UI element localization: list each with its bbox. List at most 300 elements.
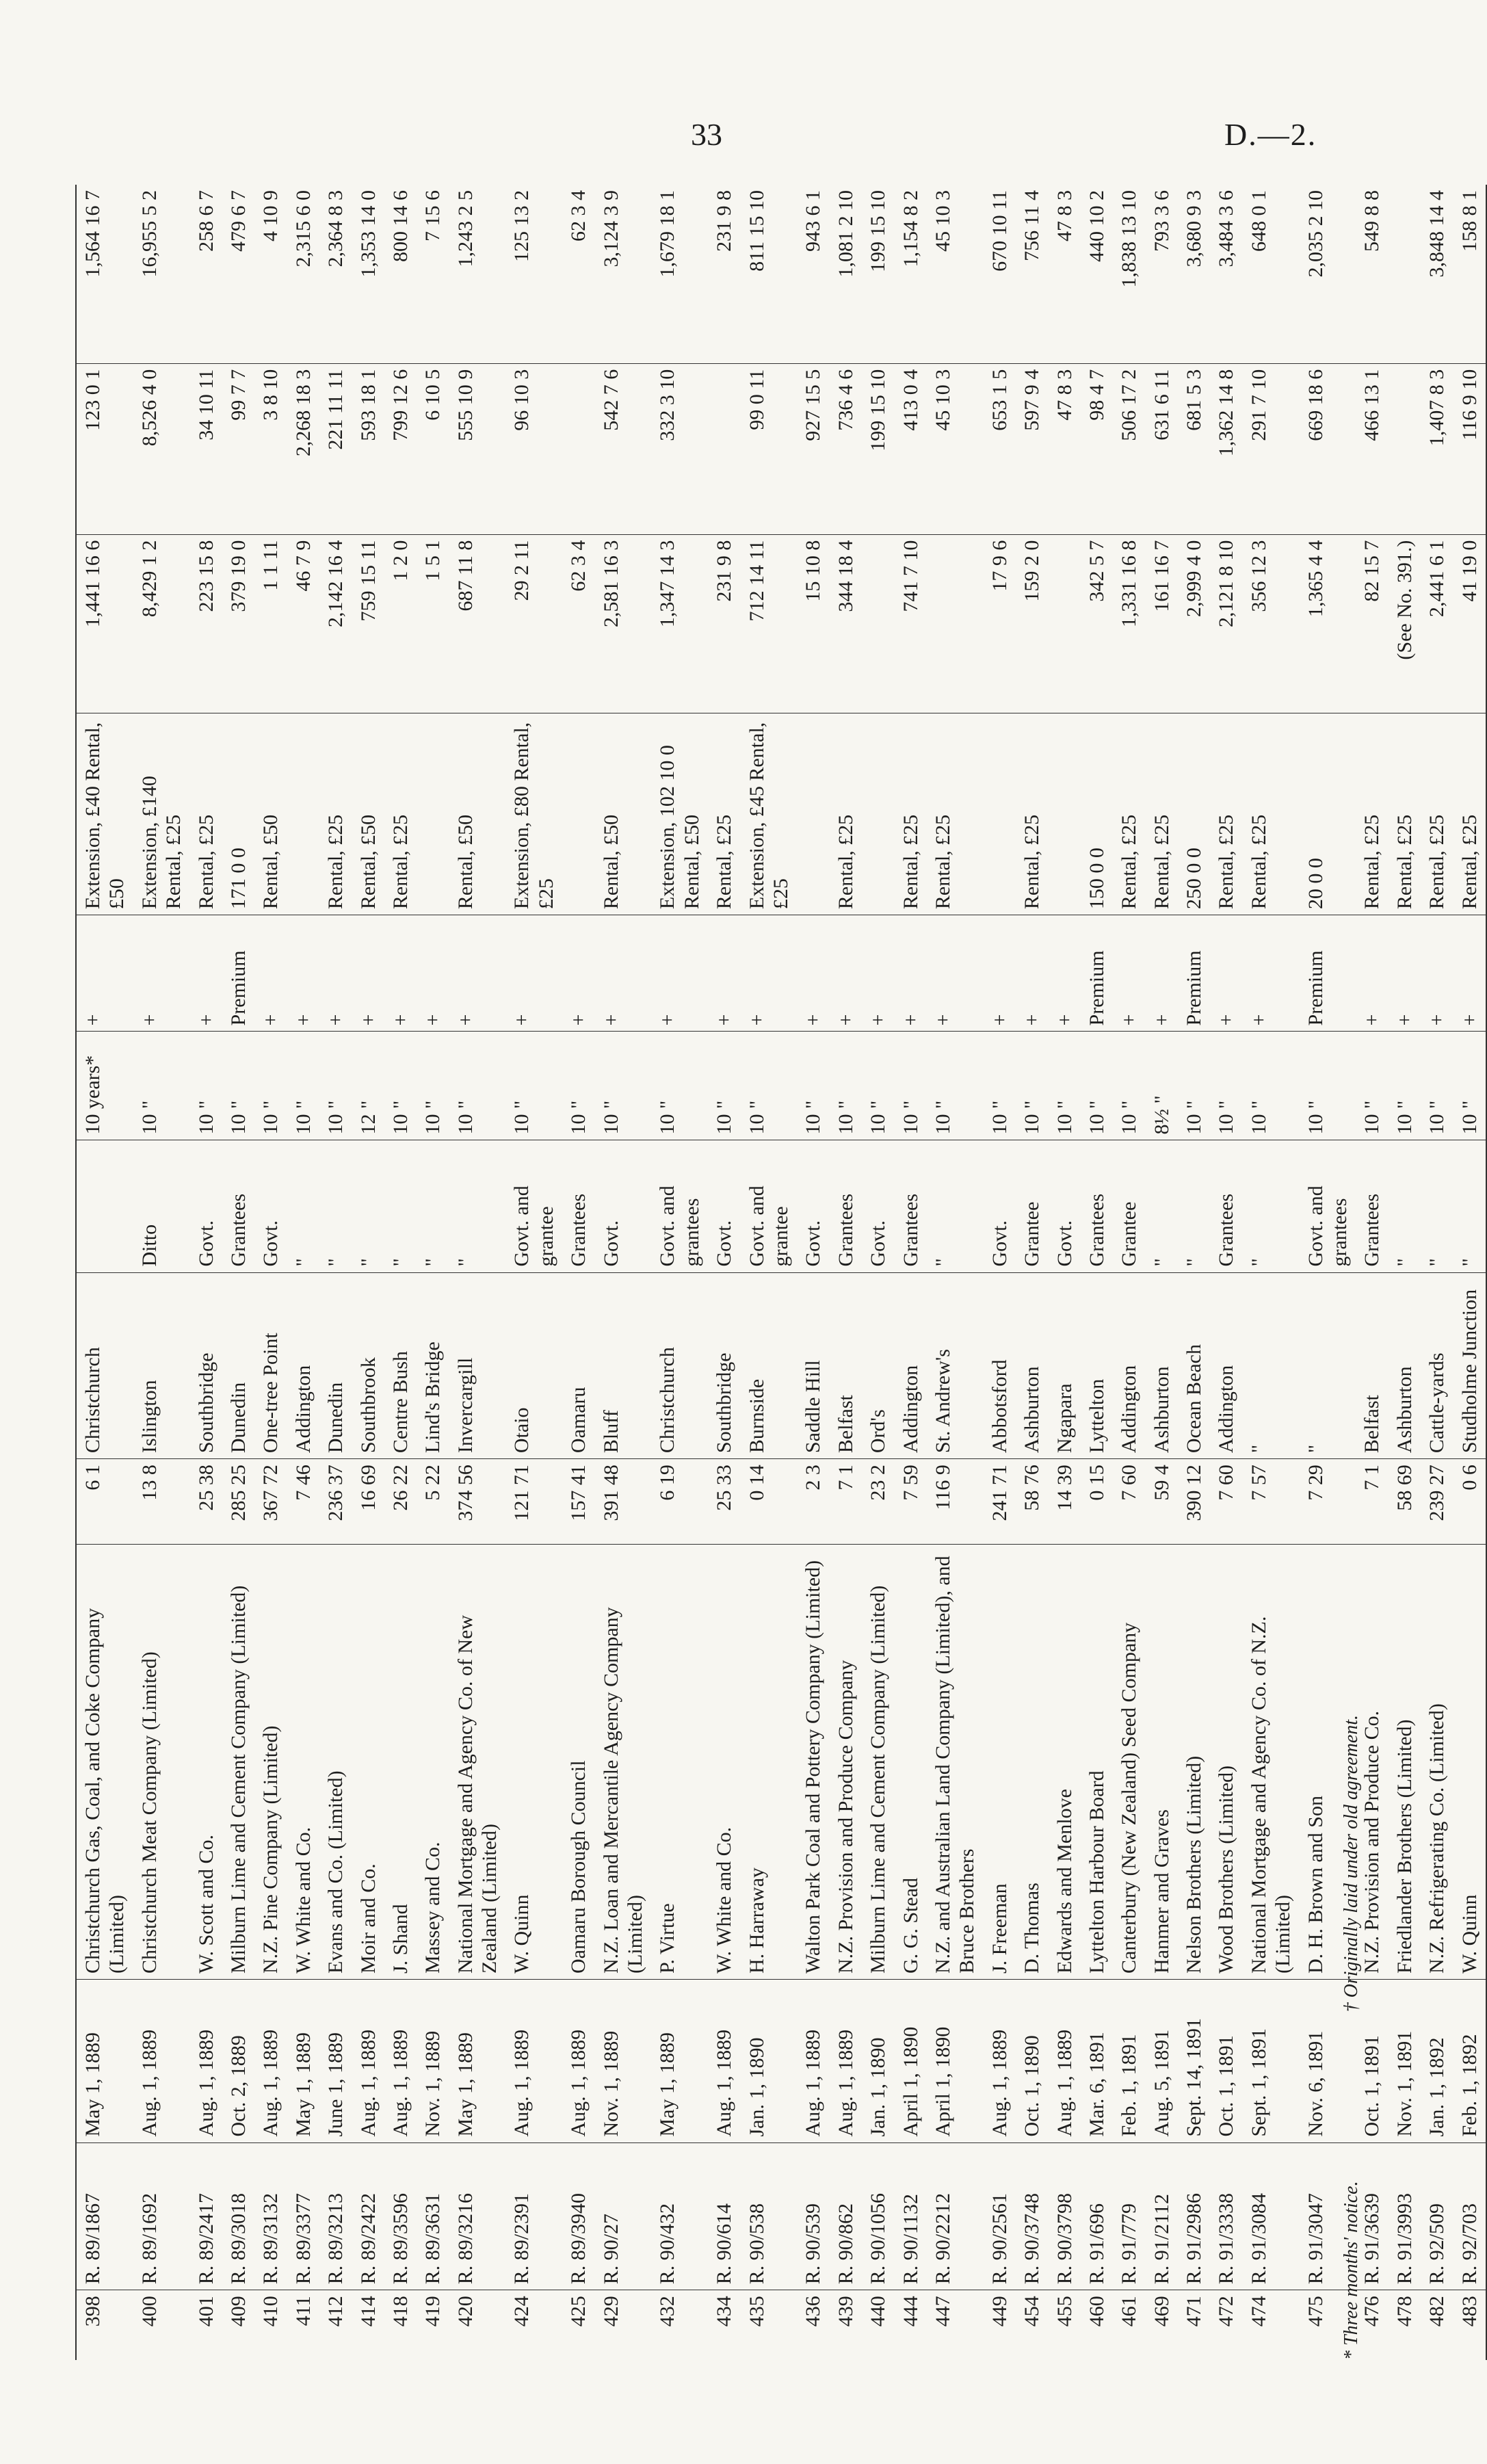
table-cell — [862, 713, 894, 915]
table-cell: + — [562, 915, 594, 1032]
table-cell: 478 — [1393, 2296, 1416, 2327]
table-cell: 285 25 — [222, 1459, 254, 1545]
table-cell: 356 12 3 — [1243, 534, 1300, 713]
table-cell: 199 15 10 — [862, 363, 894, 534]
table-cell: 418 — [389, 2296, 412, 2327]
table-row — [1453, 185, 1486, 2360]
table-cell: 454 — [1021, 2296, 1044, 2327]
table-row — [1389, 185, 1421, 2360]
table-row — [1049, 185, 1081, 2360]
table-cell: 99 7 7 — [222, 363, 254, 534]
table-cell: 159 2 0 — [1016, 534, 1048, 713]
table-cell: 2 3 — [797, 1459, 829, 1545]
table-cell: Aug. 1, 1889 — [190, 1980, 222, 2143]
table-cell: Ashburton — [1016, 1272, 1048, 1459]
table-cell: R. 90/1132 — [895, 2142, 927, 2290]
table-cell: + — [449, 915, 506, 1032]
table-cell: 927 15 5 — [797, 363, 829, 534]
table-cell: 681 5 3 — [1178, 363, 1210, 534]
table-cell: R. 91/2112 — [1146, 2142, 1178, 2290]
table-cell: 47 8 3 — [1049, 363, 1081, 534]
table-row — [449, 185, 506, 2360]
table-cell: 7 15 6 — [417, 185, 449, 363]
table-cell: 759 15 11 — [352, 534, 384, 713]
table-cell: Abbotsford — [984, 1272, 1016, 1459]
table-cell: Rental, £25 — [1421, 713, 1453, 915]
table-cell: Dunedin — [222, 1272, 254, 1459]
table-cell: + — [1453, 915, 1486, 1032]
table-cell: + — [1049, 915, 1081, 1032]
table-cell: 669 18 6 — [1300, 363, 1356, 534]
table-cell: 401 — [194, 2296, 218, 2327]
table-cell: N.Z. Loan and Mercantile Agency Company (Limited) — [595, 1545, 652, 1980]
table-cell: Extension, £80 Rental, £25 — [505, 713, 562, 915]
table-cell: 10 " — [133, 1032, 190, 1140]
table-cell: Dunedin — [319, 1272, 352, 1459]
table-row — [352, 185, 384, 2360]
table-cell: Christchurch — [76, 1272, 133, 1459]
table-cell: R. 89/3216 — [449, 2142, 506, 2290]
table-cell: 239 27 — [1421, 1459, 1453, 1545]
table-cell: Evans and Co. (Limited) — [319, 1545, 352, 1980]
table-cell: " — [927, 1140, 984, 1272]
table-cell: 10 " — [1178, 1032, 1210, 1140]
table-cell: Ashburton — [1146, 1272, 1178, 1459]
table-cell: 10 " — [1300, 1032, 1356, 1140]
table-cell: Oct. 2, 1889 — [222, 1980, 254, 2143]
table-cell: Grantees — [1356, 1140, 1388, 1272]
table-cell: 258 6 7 — [190, 185, 222, 363]
table-cell: May 1, 1889 — [449, 1980, 506, 2143]
table-cell: 221 11 11 — [319, 363, 352, 534]
table-cell: + — [708, 915, 740, 1032]
table-cell: 476 — [1360, 2296, 1384, 2327]
table-cell: 460 — [1085, 2296, 1108, 2327]
table-cell: 10 years* — [76, 1032, 133, 1140]
table-cell: 653 1 5 — [984, 363, 1016, 534]
table-cell: Islington — [133, 1272, 190, 1459]
table-cell: " — [352, 1140, 384, 1272]
table-row — [562, 185, 594, 2360]
table-cell: 7 1 — [1356, 1459, 1388, 1545]
table-cell: N.Z. and Australian Land Company (Limited), and Bruce Brothers — [927, 1545, 984, 1980]
table-cell: 344 18 4 — [830, 534, 862, 713]
table-cell: Govt. — [862, 1140, 894, 1272]
table-cell: (See No. 391.) — [1389, 534, 1421, 713]
table-cell: 10 " — [190, 1032, 222, 1140]
table-cell: 741 7 10 — [895, 534, 927, 713]
table-cell: 424 — [510, 2296, 534, 2327]
footnote-dagger: † Originally laid under old agreement. — [1341, 1714, 1362, 2013]
table-cell: + — [1356, 915, 1388, 1032]
table-cell: 10 " — [319, 1032, 352, 1140]
table-cell: 1,679 18 1 — [651, 185, 708, 363]
table-cell: 429 — [599, 2296, 622, 2327]
table-cell: 291 7 10 — [1243, 363, 1300, 534]
table-cell: R. 90/27 — [595, 2142, 652, 2290]
table-cell: " — [1243, 1272, 1300, 1459]
table-cell: 670 10 11 — [984, 185, 1016, 363]
table-cell: 3 8 10 — [254, 363, 287, 534]
table-cell — [562, 713, 594, 915]
table-cell: 3,484 3 6 — [1210, 185, 1242, 363]
table-cell: 13 8 — [133, 1459, 190, 1545]
table-cell: Edwards and Menlove — [1049, 1545, 1081, 1980]
table-cell: + — [1113, 915, 1145, 1032]
table-cell: H. Harraway — [741, 1545, 798, 1980]
table-cell: 466 13 1 — [1356, 363, 1388, 534]
table-cell: J. Shand — [384, 1545, 417, 1980]
table-cell: 1,564 16 7 — [76, 185, 133, 363]
table-cell: Friedlander Brothers (Limited) — [1389, 1545, 1421, 1980]
table-cell: Grantees — [1081, 1140, 1113, 1272]
table-cell: 4 10 9 — [254, 185, 287, 363]
table-cell: 10 " — [708, 1032, 740, 1140]
table-cell: Milburn Lime and Cement Company (Limited) — [222, 1545, 254, 1980]
table-cell: 59 4 — [1146, 1459, 1178, 1545]
table-cell: Extension, 102 10 0 Rental, £50 — [651, 713, 708, 915]
table-cell: R. 91/696 — [1081, 2142, 1113, 2290]
table-cell: Rental, £25 — [1356, 713, 1388, 915]
table-cell: 1,441 16 6 — [76, 534, 133, 713]
table-cell: " — [1389, 1140, 1421, 1272]
table-cell: 712 14 11 — [741, 534, 798, 713]
table-cell: + — [927, 915, 984, 1032]
table-cell: 1,362 14 8 — [1210, 363, 1242, 534]
table-cell: 20 0 0 — [1300, 713, 1356, 915]
table-cell: Mar. 6, 1891 — [1081, 1980, 1113, 2143]
table-cell: Addington — [1210, 1272, 1242, 1459]
table-cell: 231 9 8 — [708, 534, 740, 713]
table-cell: W. White and Co. — [708, 1545, 740, 1980]
table-cell: 98 4 7 — [1081, 363, 1113, 534]
table-cell: 1 5 1 — [417, 534, 449, 713]
table-cell: 6 19 — [651, 1459, 708, 1545]
table-cell: W. White and Co. — [287, 1545, 319, 1980]
table-cell: Southbrook — [352, 1272, 384, 1459]
table-cell: R. 90/614 — [708, 2142, 740, 2290]
table-cell: + — [862, 915, 894, 1032]
table-cell: R. 91/3993 — [1389, 2142, 1421, 2290]
siding-agreements-table — [75, 185, 1487, 2360]
table-cell: Nov. 1, 1889 — [595, 1980, 652, 2143]
table-cell: + — [984, 915, 1016, 1032]
table-row — [417, 185, 449, 2360]
table-cell: 631 6 11 — [1146, 363, 1178, 534]
table-cell: N.Z. Provision and Produce Co. — [1356, 1545, 1388, 1980]
table-cell: National Mortgage and Agency Co. of N.Z. (Limited) — [1243, 1545, 1300, 1980]
table-cell: 1,331 16 8 — [1113, 534, 1145, 713]
table-cell: G. G. Stead — [895, 1545, 927, 1980]
table-cell: 10 " — [651, 1032, 708, 1140]
table-cell: 811 15 10 — [741, 185, 798, 363]
table-cell: R. 89/2422 — [352, 2142, 384, 2290]
table-cell: R. 91/2986 — [1178, 2142, 1210, 2290]
table-cell: + — [505, 915, 562, 1032]
table-cell: 29 2 11 — [505, 534, 562, 713]
table-cell: Moir and Co. — [352, 1545, 384, 1980]
table-cell: 10 " — [895, 1032, 927, 1140]
table-cell — [417, 713, 449, 915]
table-cell: 374 56 — [449, 1459, 506, 1545]
table-cell: 7 60 — [1113, 1459, 1145, 1545]
table-cell: W. Scott and Co. — [190, 1545, 222, 1980]
table-cell: Hanmer and Graves — [1146, 1545, 1178, 1980]
table-cell: 10 " — [1016, 1032, 1048, 1140]
table-cell: May 1, 1889 — [76, 1980, 133, 2143]
table-cell: Cattle-yards — [1421, 1272, 1453, 1459]
table-cell: Saddle Hill — [797, 1272, 829, 1459]
table-cell: Extension, £140 Rental, £25 — [133, 713, 190, 915]
table-cell — [797, 713, 829, 915]
table-cell: Grantees — [895, 1140, 927, 1272]
table-cell: Rental, £25 — [927, 713, 984, 915]
table-cell: 793 3 6 — [1146, 185, 1178, 363]
table-cell: Rental, £50 — [254, 713, 287, 915]
table-cell: Govt. — [984, 1140, 1016, 1272]
table-cell: Grantees — [222, 1140, 254, 1272]
table-cell: Govt. — [190, 1140, 222, 1272]
table-cell: Rental, £50 — [595, 713, 652, 915]
table-cell: Aug. 1, 1889 — [1049, 1980, 1081, 2143]
table-row — [76, 185, 133, 2360]
table-cell: 542 7 6 — [595, 363, 652, 534]
table-cell: + — [76, 915, 133, 1032]
table-cell: R. 90/3748 — [1016, 2142, 1048, 2290]
table-cell: 96 10 3 — [505, 363, 562, 534]
table-cell: 10 " — [1453, 1032, 1486, 1140]
table-cell: 1,081 2 10 — [830, 185, 862, 363]
table-cell: 10 " — [1243, 1032, 1300, 1140]
table-row — [1243, 185, 1300, 2360]
table-row — [287, 185, 319, 2360]
table-cell: " — [417, 1140, 449, 1272]
table-cell: 1,243 2 5 — [449, 185, 506, 363]
table-cell: " — [1243, 1140, 1300, 1272]
table-cell: 7 1 — [830, 1459, 862, 1545]
table-row — [505, 185, 562, 2360]
table-cell: May 1, 1889 — [287, 1980, 319, 2143]
table-cell: 16,955 5 2 — [133, 185, 190, 363]
table-cell: 687 11 8 — [449, 534, 506, 713]
table-cell: Lind's Bridge — [417, 1272, 449, 1459]
table-cell: + — [1389, 915, 1421, 1032]
table-cell: St. Andrew's — [927, 1272, 984, 1459]
table-cell: Rental, £25 — [830, 713, 862, 915]
table-row — [651, 185, 708, 2360]
table-cell: Rental, £50 — [449, 713, 506, 915]
table-cell: 472 — [1215, 2296, 1238, 2327]
table-cell: Govt. — [254, 1140, 287, 1272]
table-cell: 449 — [988, 2296, 1011, 2327]
table-cell: W. Quinn — [505, 1545, 562, 1980]
table-cell — [287, 713, 319, 915]
table-cell: 440 — [867, 2296, 890, 2327]
table-cell: Christchurch Gas, Coal, and Coke Company (Limited) — [76, 1545, 133, 1980]
table-cell: R. 90/539 — [797, 2142, 829, 2290]
table-cell: 420 — [453, 2296, 477, 2327]
table-cell: 1,353 14 0 — [352, 185, 384, 363]
table-cell — [1389, 185, 1421, 363]
table-cell: Centre Bush — [384, 1272, 417, 1459]
table-cell: Nov. 1, 1889 — [417, 1980, 449, 2143]
table-cell: 10 " — [417, 1032, 449, 1140]
table-cell: R. 90/2561 — [984, 2142, 1016, 2290]
table-cell: + — [595, 915, 652, 1032]
table-cell: 3,124 3 9 — [595, 185, 652, 363]
table-cell: + — [651, 915, 708, 1032]
document-reference: D.—2. — [1224, 117, 1317, 152]
table-cell: May 1, 1889 — [651, 1980, 708, 2143]
table-cell: 410 — [259, 2296, 282, 2327]
table-cell: 413 0 4 — [895, 363, 927, 534]
table-cell: 10 " — [1356, 1032, 1388, 1140]
table-cell: April 1, 1890 — [927, 1980, 984, 2143]
table-cell: 2,035 2 10 — [1300, 185, 1356, 363]
table-cell: 121 71 — [505, 1459, 562, 1545]
table-cell: Govt. and grantee — [505, 1140, 562, 1272]
table-row — [1081, 185, 1113, 2360]
table-row — [384, 185, 417, 2360]
table-cell: N.Z. Provision and Produce Company — [830, 1545, 862, 1980]
table-cell: 10 " — [1389, 1032, 1421, 1140]
table-cell: R. 91/3084 — [1243, 2142, 1300, 2290]
table-cell: Govt. and grantee — [741, 1140, 798, 1272]
table-cell: 455 — [1053, 2296, 1076, 2327]
table-cell: Rental, £25 — [384, 713, 417, 915]
table-cell: 479 6 7 — [222, 185, 254, 363]
table-cell: 150 0 0 — [1081, 713, 1113, 915]
table-cell: Rental, £50 — [352, 713, 384, 915]
table-cell: Southbridge — [190, 1272, 222, 1459]
table-cell: R. 90/1056 — [862, 2142, 894, 2290]
table-cell: R. 89/3377 — [287, 2142, 319, 2290]
footnote-star: * Three months' notice. — [1341, 2181, 1362, 2360]
table-cell: One-tree Point — [254, 1272, 287, 1459]
table-cell: 469 — [1150, 2296, 1173, 2327]
table-cell: + — [352, 915, 384, 1032]
table-cell: 435 — [745, 2296, 768, 2327]
table-cell: 436 — [802, 2296, 825, 2327]
table-cell: 8,429 1 2 — [133, 534, 190, 713]
table-cell — [1049, 713, 1081, 915]
table-cell: 8½ " — [1146, 1032, 1178, 1140]
table-cell: N.Z. Pine Company (Limited) — [254, 1545, 287, 1980]
table-cell: R. 89/1867 — [76, 2142, 133, 2290]
table-cell: 10 " — [287, 1032, 319, 1140]
table-cell — [927, 534, 984, 713]
table-cell: Grantee — [1113, 1140, 1145, 1272]
table-cell: Wood Brothers (Limited) — [1210, 1545, 1242, 1980]
table-cell: 10 " — [741, 1032, 798, 1140]
table-cell: Extension, £45 Rental, £25 — [741, 713, 798, 915]
table-cell: 17 9 6 — [984, 534, 1016, 713]
table-cell: 10 " — [927, 1032, 984, 1140]
table-cell: Addington — [1113, 1272, 1145, 1459]
table-row — [830, 185, 862, 2360]
table-cell: 2,364 8 3 — [319, 185, 352, 363]
table-cell: R. 90/3798 — [1049, 2142, 1081, 2290]
table-row — [222, 185, 254, 2360]
table-cell: + — [741, 915, 798, 1032]
table-cell: 474 — [1247, 2296, 1270, 2327]
table-cell: 1 1 11 — [254, 534, 287, 713]
page-number: 33 — [691, 117, 722, 152]
table-cell: R. 89/3631 — [417, 2142, 449, 2290]
table-cell — [984, 713, 1016, 915]
table-cell: 10 " — [797, 1032, 829, 1140]
table-cell: 116 9 10 — [1453, 363, 1486, 534]
table-cell: 41 19 0 — [1453, 534, 1486, 713]
table-row — [927, 185, 984, 2360]
table-cell: R. 89/2391 — [505, 2142, 562, 2290]
table-cell: June 1, 1889 — [319, 1980, 352, 2143]
table-cell: Aug. 1, 1889 — [133, 1980, 190, 2143]
table-cell: Premium — [1178, 915, 1210, 1032]
table-cell: 3,848 14 4 — [1421, 185, 1453, 363]
table-cell: " — [1453, 1140, 1486, 1272]
table-cell: 6 1 — [76, 1459, 133, 1545]
table-cell: Aug. 1, 1889 — [562, 1980, 594, 2143]
table-cell: Sept. 14, 1891 — [1178, 1980, 1210, 2143]
table-cell: D. H. Brown and Son — [1300, 1545, 1356, 1980]
table-cell: Jan. 1, 1890 — [862, 1980, 894, 2143]
table-cell: 236 37 — [319, 1459, 352, 1545]
table-cell: Rental, £25 — [1016, 713, 1048, 915]
table-cell: Oct. 1, 1890 — [1016, 1980, 1048, 2143]
table-cell: + — [1210, 915, 1242, 1032]
table-cell: Extension, £40 Rental, £50 — [76, 713, 133, 915]
table-cell: 756 11 4 — [1016, 185, 1048, 363]
table-cell — [562, 363, 594, 534]
table-cell: 414 — [356, 2296, 380, 2327]
table-cell: 7 46 — [287, 1459, 319, 1545]
table-cell: " — [1178, 1140, 1210, 1272]
table-cell: Aug. 5, 1891 — [1146, 1980, 1178, 2143]
table-cell: Lyttelton — [1081, 1272, 1113, 1459]
table-cell: 10 " — [505, 1032, 562, 1140]
table-cell: Milburn Lime and Cement Company (Limited) — [862, 1545, 894, 1980]
table-cell: 45 10 3 — [927, 185, 984, 363]
table-cell: 14 39 — [1049, 1459, 1081, 1545]
table-cell: R. 92/703 — [1453, 2142, 1486, 2290]
table-cell: R. 90/432 — [651, 2142, 708, 2290]
table-cell: 2,142 16 4 — [319, 534, 352, 713]
table-cell: 10 " — [595, 1032, 652, 1140]
table-cell: 555 10 9 — [449, 363, 506, 534]
table-cell: 10 " — [1049, 1032, 1081, 1140]
table-cell: 15 10 8 — [797, 534, 829, 713]
table-cell: Aug. 1, 1889 — [352, 1980, 384, 2143]
table-cell: 2,581 16 3 — [595, 534, 652, 713]
table-cell — [1049, 534, 1081, 713]
table-row — [984, 185, 1016, 2360]
table-cell: R. 89/3132 — [254, 2142, 287, 2290]
table-cell: Aug. 1, 1889 — [505, 1980, 562, 2143]
table-row — [254, 185, 287, 2360]
table-cell: 439 — [834, 2296, 857, 2327]
table-cell: Grantee — [1016, 1140, 1048, 1272]
table-cell: 16 69 — [352, 1459, 384, 1545]
table-cell: R. 90/538 — [741, 2142, 798, 2290]
table-cell: " — [449, 1140, 506, 1272]
table-cell: 461 — [1118, 2296, 1141, 2327]
table-cell: " — [1300, 1272, 1356, 1459]
table-row — [797, 185, 829, 2360]
table-cell: 10 " — [984, 1032, 1016, 1140]
table-cell: 25 33 — [708, 1459, 740, 1545]
table-cell: + — [287, 915, 319, 1032]
